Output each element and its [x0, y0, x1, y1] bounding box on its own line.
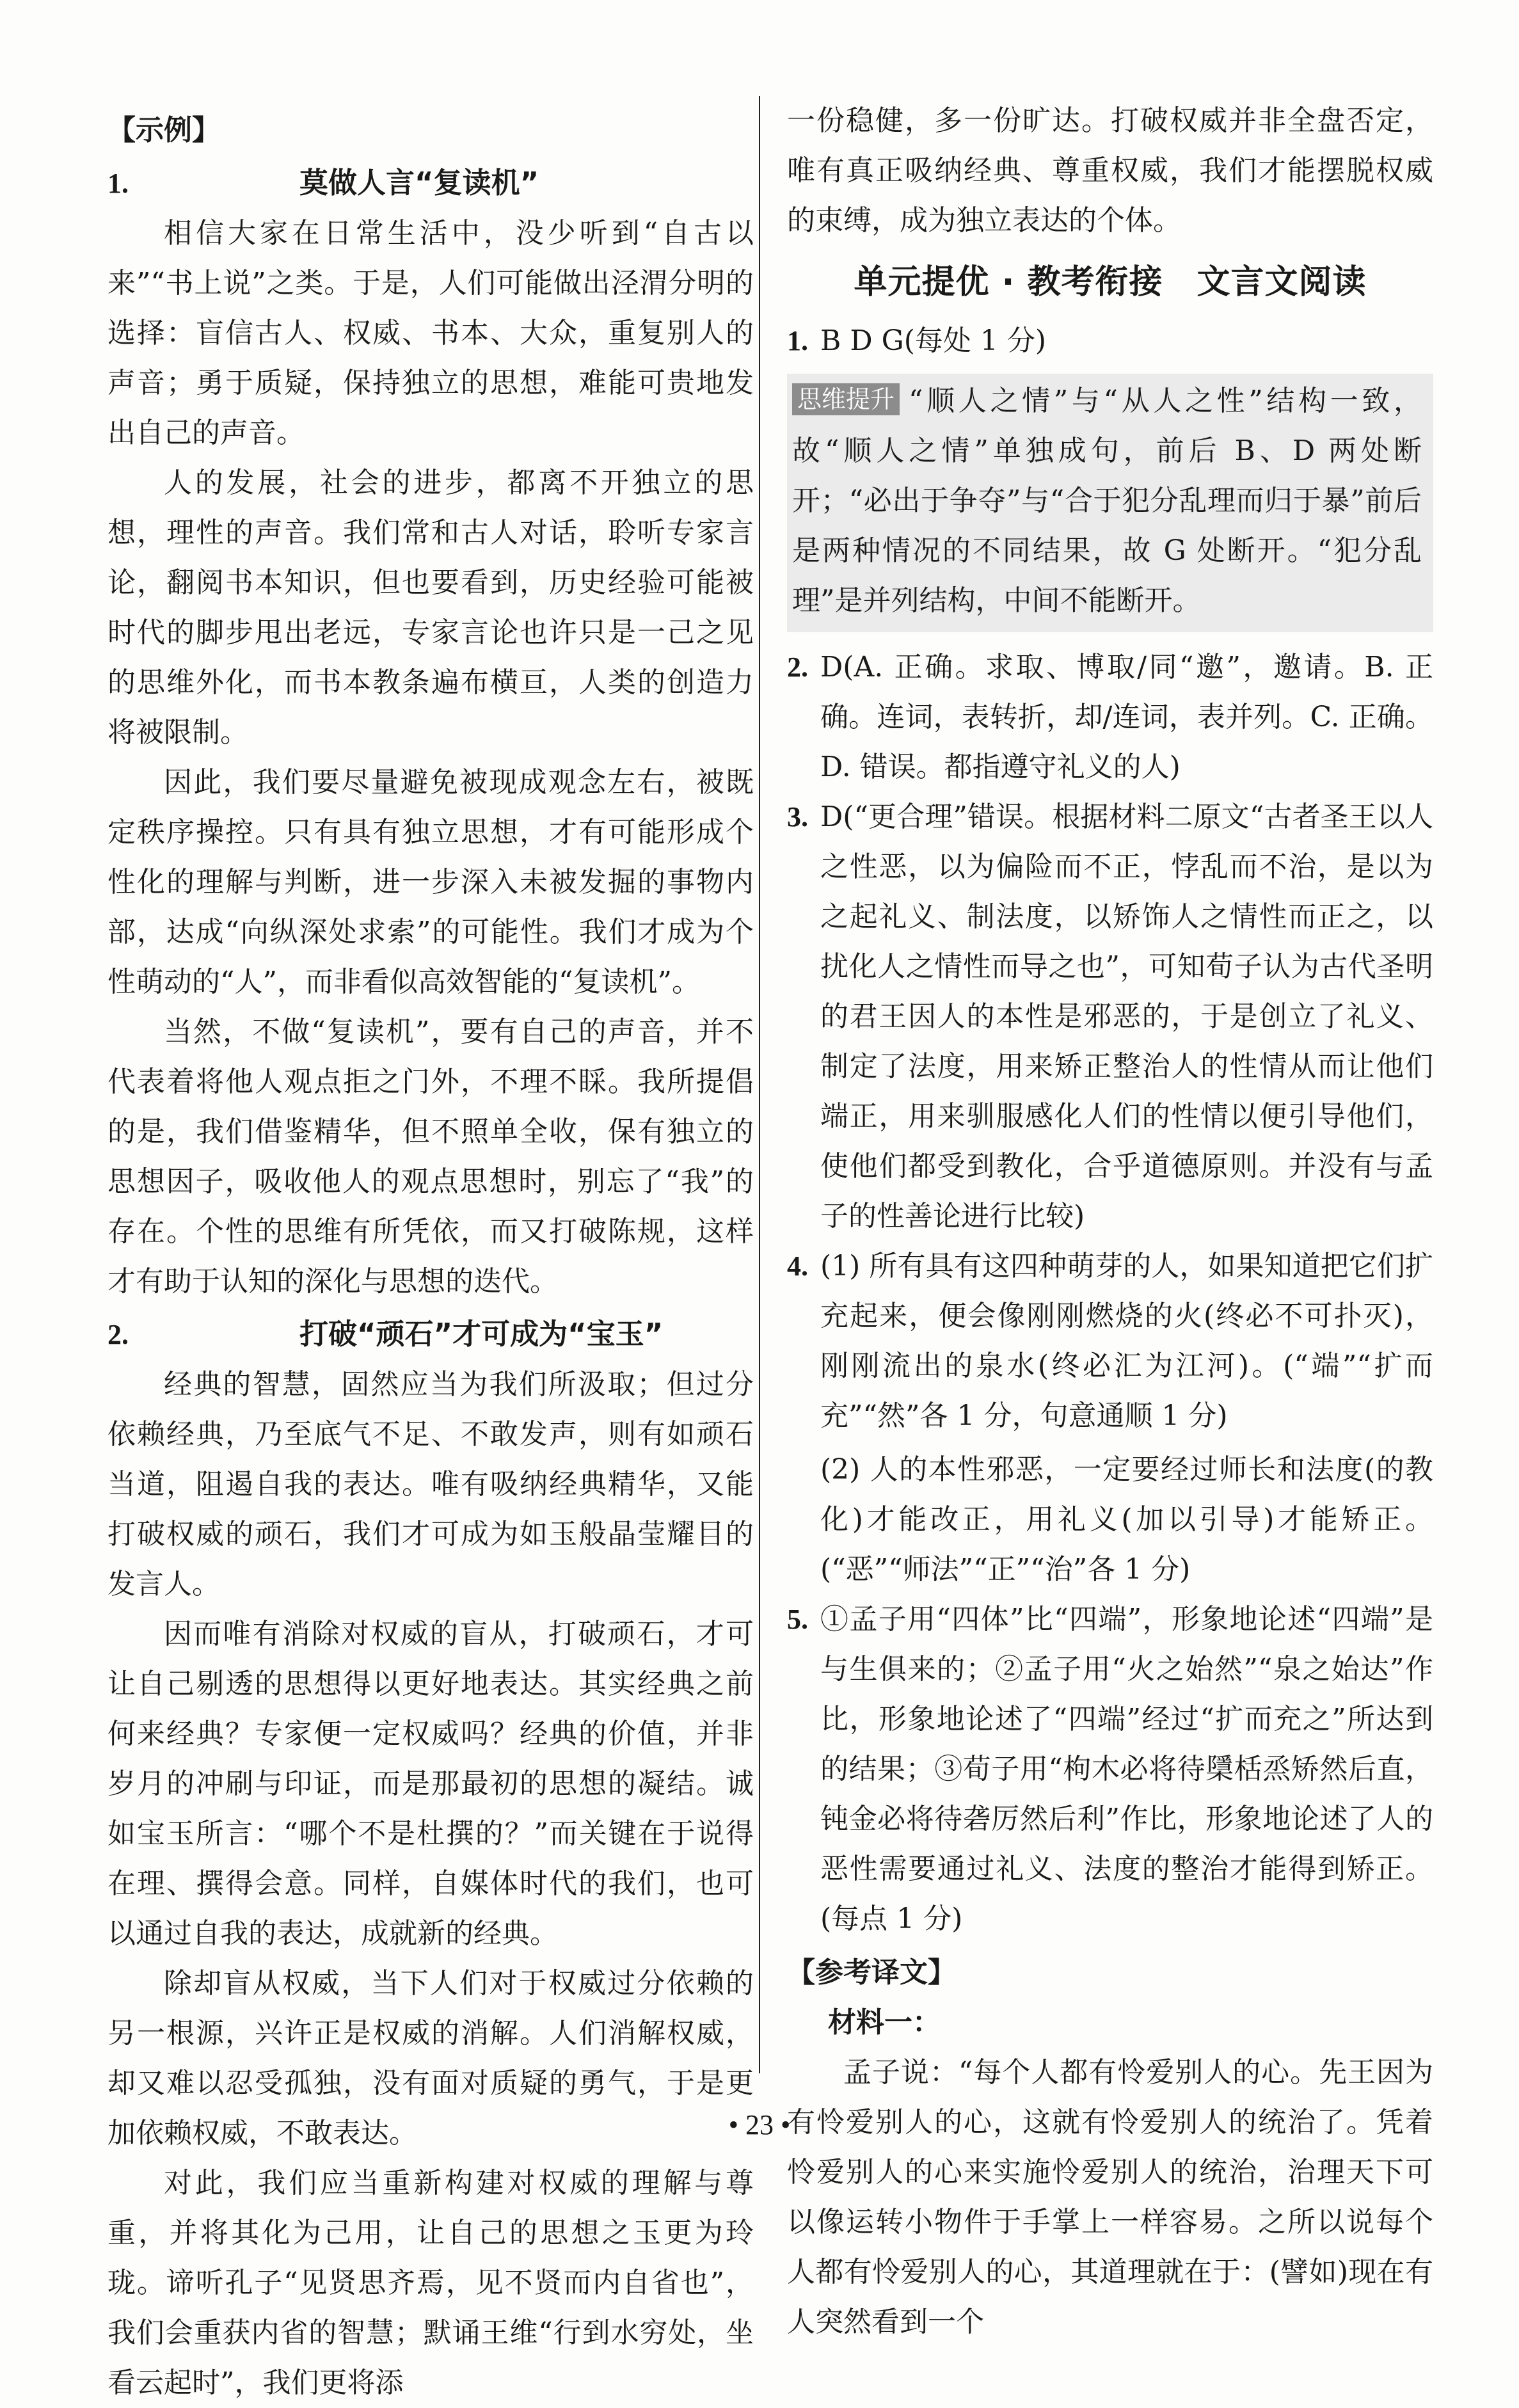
left-column [107, 106, 754, 2408]
answer-number: 1. [787, 325, 808, 356]
essay-1-title: 莫做人言“复读机” [299, 166, 539, 200]
section-title: 单元提优 · 教考衔接 文言文阅读 [854, 263, 1367, 301]
answer-item-5 [787, 1595, 1433, 1944]
answer-text: D(A. 正确。求取、博取/同“邀”，邀请。B. 正确。连词，表转折，却/连词，表并列。C. 正确。D. 错误。都指遵守礼义的人) [820, 651, 1433, 783]
answer-body [820, 1241, 1433, 1595]
example-label: 【示例】 [107, 114, 220, 147]
answer-text: B D G(每处 1 分) [820, 324, 1047, 357]
essay-2-number: 2. [107, 1319, 129, 1350]
answer-item-1 [787, 316, 1433, 366]
answer-subpart-2: (2) 人的本性邪恶，一定要经过师长和法度(的教化)才能改正，用礼义(加以引导)才能矫正。(“恶”“师法”“正”“治”各 1 分) [820, 1453, 1433, 1586]
essay-1-paragraph: 相信大家在日常生活中，没少听到“自古以来”“书上说”之类。于是，人们可能做出泾渭分明的选择：盲信古人、权威、书本、大众，重复别人的声音；勇于质疑，保持独立的思想，难能可贵地发出自己的声音。 [107, 217, 754, 449]
essay-1-number: 1. [107, 168, 129, 199]
thinking-text: “顺人之情”与“从人之性”结构一致，故“顺人之情”单独成句，前后 B、D 两处断开；“必出于争夺”与“合于犯分乱理而归于暴”前后是两种情况的不同结果，故 G 处断开。“犯分乱理”是并列结构，中间不能断开。 [792, 385, 1422, 617]
answer-item-4 [787, 1241, 1433, 1595]
answer-item-2 [787, 642, 1433, 792]
essay-1-paragraph: 因此，我们要尽量避免被现成观念左右，被既定秩序操控。只有具有独立思想，才有可能形成个性化的理解与判断，进一步深入未被发掘的事物内部，达成“向纵深处求索”的可能性。我们才成为个性萌动的“人”，而非看似高效智能的“复读机”。 [107, 766, 754, 998]
material-one-label: 材料一： [828, 2006, 941, 2039]
translation-paragraph: 孟子说：“每个人都有怜爱别人的心。先王因为有怜爱别人的心，这就有怜爱别人的统治了。凭着怜爱别人的心来实施怜爱别人的统治，治理天下可以像运转小物件于手掌上一样容易。之所以说每个人都有怜爱别人的心，其道理就在于：(譬如)现在有人突然看到一个 [787, 2056, 1433, 2338]
essay-2-paragraph: 对此，我们应当重新构建对权威的理解与尊重，并将其化为己用，让自己的思想之玉更为玲珑。谛听孔子“见贤思齐焉，见不贤而内自省也”，我们会重获内省的智慧；默诵王维“行到水穷处，坐看云起时”，我们更将添 [107, 2167, 754, 2399]
essay-2-heading [107, 1309, 754, 1360]
essay-1-heading [107, 158, 754, 209]
thinking-box [787, 374, 1433, 632]
page-number: • 23 • [728, 2109, 791, 2141]
answer-number: 2. [787, 651, 808, 683]
essay-2-paragraph: 除却盲从权威，当下人们对于权威过分依赖的另一根源，兴许正是权威的消解。人们消解权威，却又难以忍受孤独，没有面对质疑的勇气，于是更加依赖权威，不敢表达。 [107, 1967, 754, 2149]
thinking-tag: 思维提升 [792, 383, 900, 415]
essay-2-title: 打破“顽石”才可成为“宝玉” [299, 1317, 664, 1351]
answer-number: 4. [787, 1250, 808, 1282]
essay-2-continuation: 一份稳健，多一份旷达。打破权威并非全盘否定，唯有真正吸纳经典、尊重权威，我们才能摆脱权威的束缚，成为独立表达的个体。 [787, 104, 1433, 237]
answer-subpart-1: (1) 所有具有这四种萌芽的人，如果知道把它们扩充起来，便会像刚刚燃烧的火(终必不可扑灭)，刚刚流出的泉水(终必汇为江河)。(“端”“扩而充”“然”各 1 分，句意通顺 1 分) [820, 1250, 1433, 1432]
right-column [787, 96, 1433, 2347]
answer-number: 3. [787, 801, 808, 833]
essay-2-paragraph: 因而唯有消除对权威的盲从，打破顽石，才可让自己剔透的思想得以更好地表达。其实经典之前何来经典？专家便一定权威吗？经典的价值，并非岁月的冲刷与印证，而是那最初的思想的凝结。诚如宝玉所言：“哪个不是杜撰的？”而关键在于说得在理、撰得会意。同样，自媒体时代的我们，也可以通过自我的表达，成就新的经典。 [107, 1618, 754, 1950]
essay-1-paragraph: 当然，不做“复读机”，要有自己的声音，并不代表着将他人观点拒之门外，不理不睬。我所提倡的是，我们借鉴精华，但不照单全收，保有独立的思想因子，吸收他人的观点思想时，别忘了“我”的存在。个性的思维有所凭依，而又打破陈规，这样才有助于认知的深化与思想的迭代。 [107, 1016, 754, 1298]
essay-1-paragraph: 人的发展，社会的进步，都离不开独立的思想，理性的声音。我们常和古人对话，聆听专家言论，翻阅书本知识，但也要看到，历史经验可能被时代的脚步甩出老远，专家言论也许只是一己之见的思维外化，而书本教条遍布横亘，人类的创造力将被限制。 [107, 466, 754, 749]
column-divider [759, 96, 760, 2073]
answer-item-3 [787, 792, 1433, 1241]
reference-translation-title: 【参考译文】 [787, 1956, 956, 1989]
essay-2-paragraph: 经典的智慧，固然应当为我们所汲取；但过分依赖经典，乃至底气不足、不敢发声，则有如顽石当道，阻遏自我的表达。唯有吸纳经典精华，又能打破权威的顽石，我们才可成为如玉般晶莹耀目的发言人。 [107, 1368, 754, 1600]
answer-text: D(“更合理”错误。根据材料二原文“古者圣王以人之性恶，以为偏险而不正，悖乱而不治，是以为之起礼义、制法度，以矫饰人之情性而正之，以扰化人之情性而导之也”，可知荀子认为古代圣明的君王因人的本性是邪恶的，于是创立了礼义、制定了法度，用来矫正整治人的性情从而让他们端正，用来驯服感化人们的性情以便引导他们，使他们都受到教化，合乎道德原则。并没有与孟子的性善论进行比较) [820, 801, 1433, 1232]
answer-number: 5. [787, 1604, 808, 1635]
answer-text: ①孟子用“四体”比“四端”，形象地论述“四端”是与生俱来的；②孟子用“火之始然”“泉之始达”作比，形象地论述了“四端”经过“扩而充之”所达到的结果；③荀子用“枸木必将待檃栝烝矫然后直，钝金必将待砻厉然后利”作比，形象地论述了人的恶性需要通过礼义、法度的整治才能得到矫正。(每点 1 分) [820, 1603, 1433, 1935]
